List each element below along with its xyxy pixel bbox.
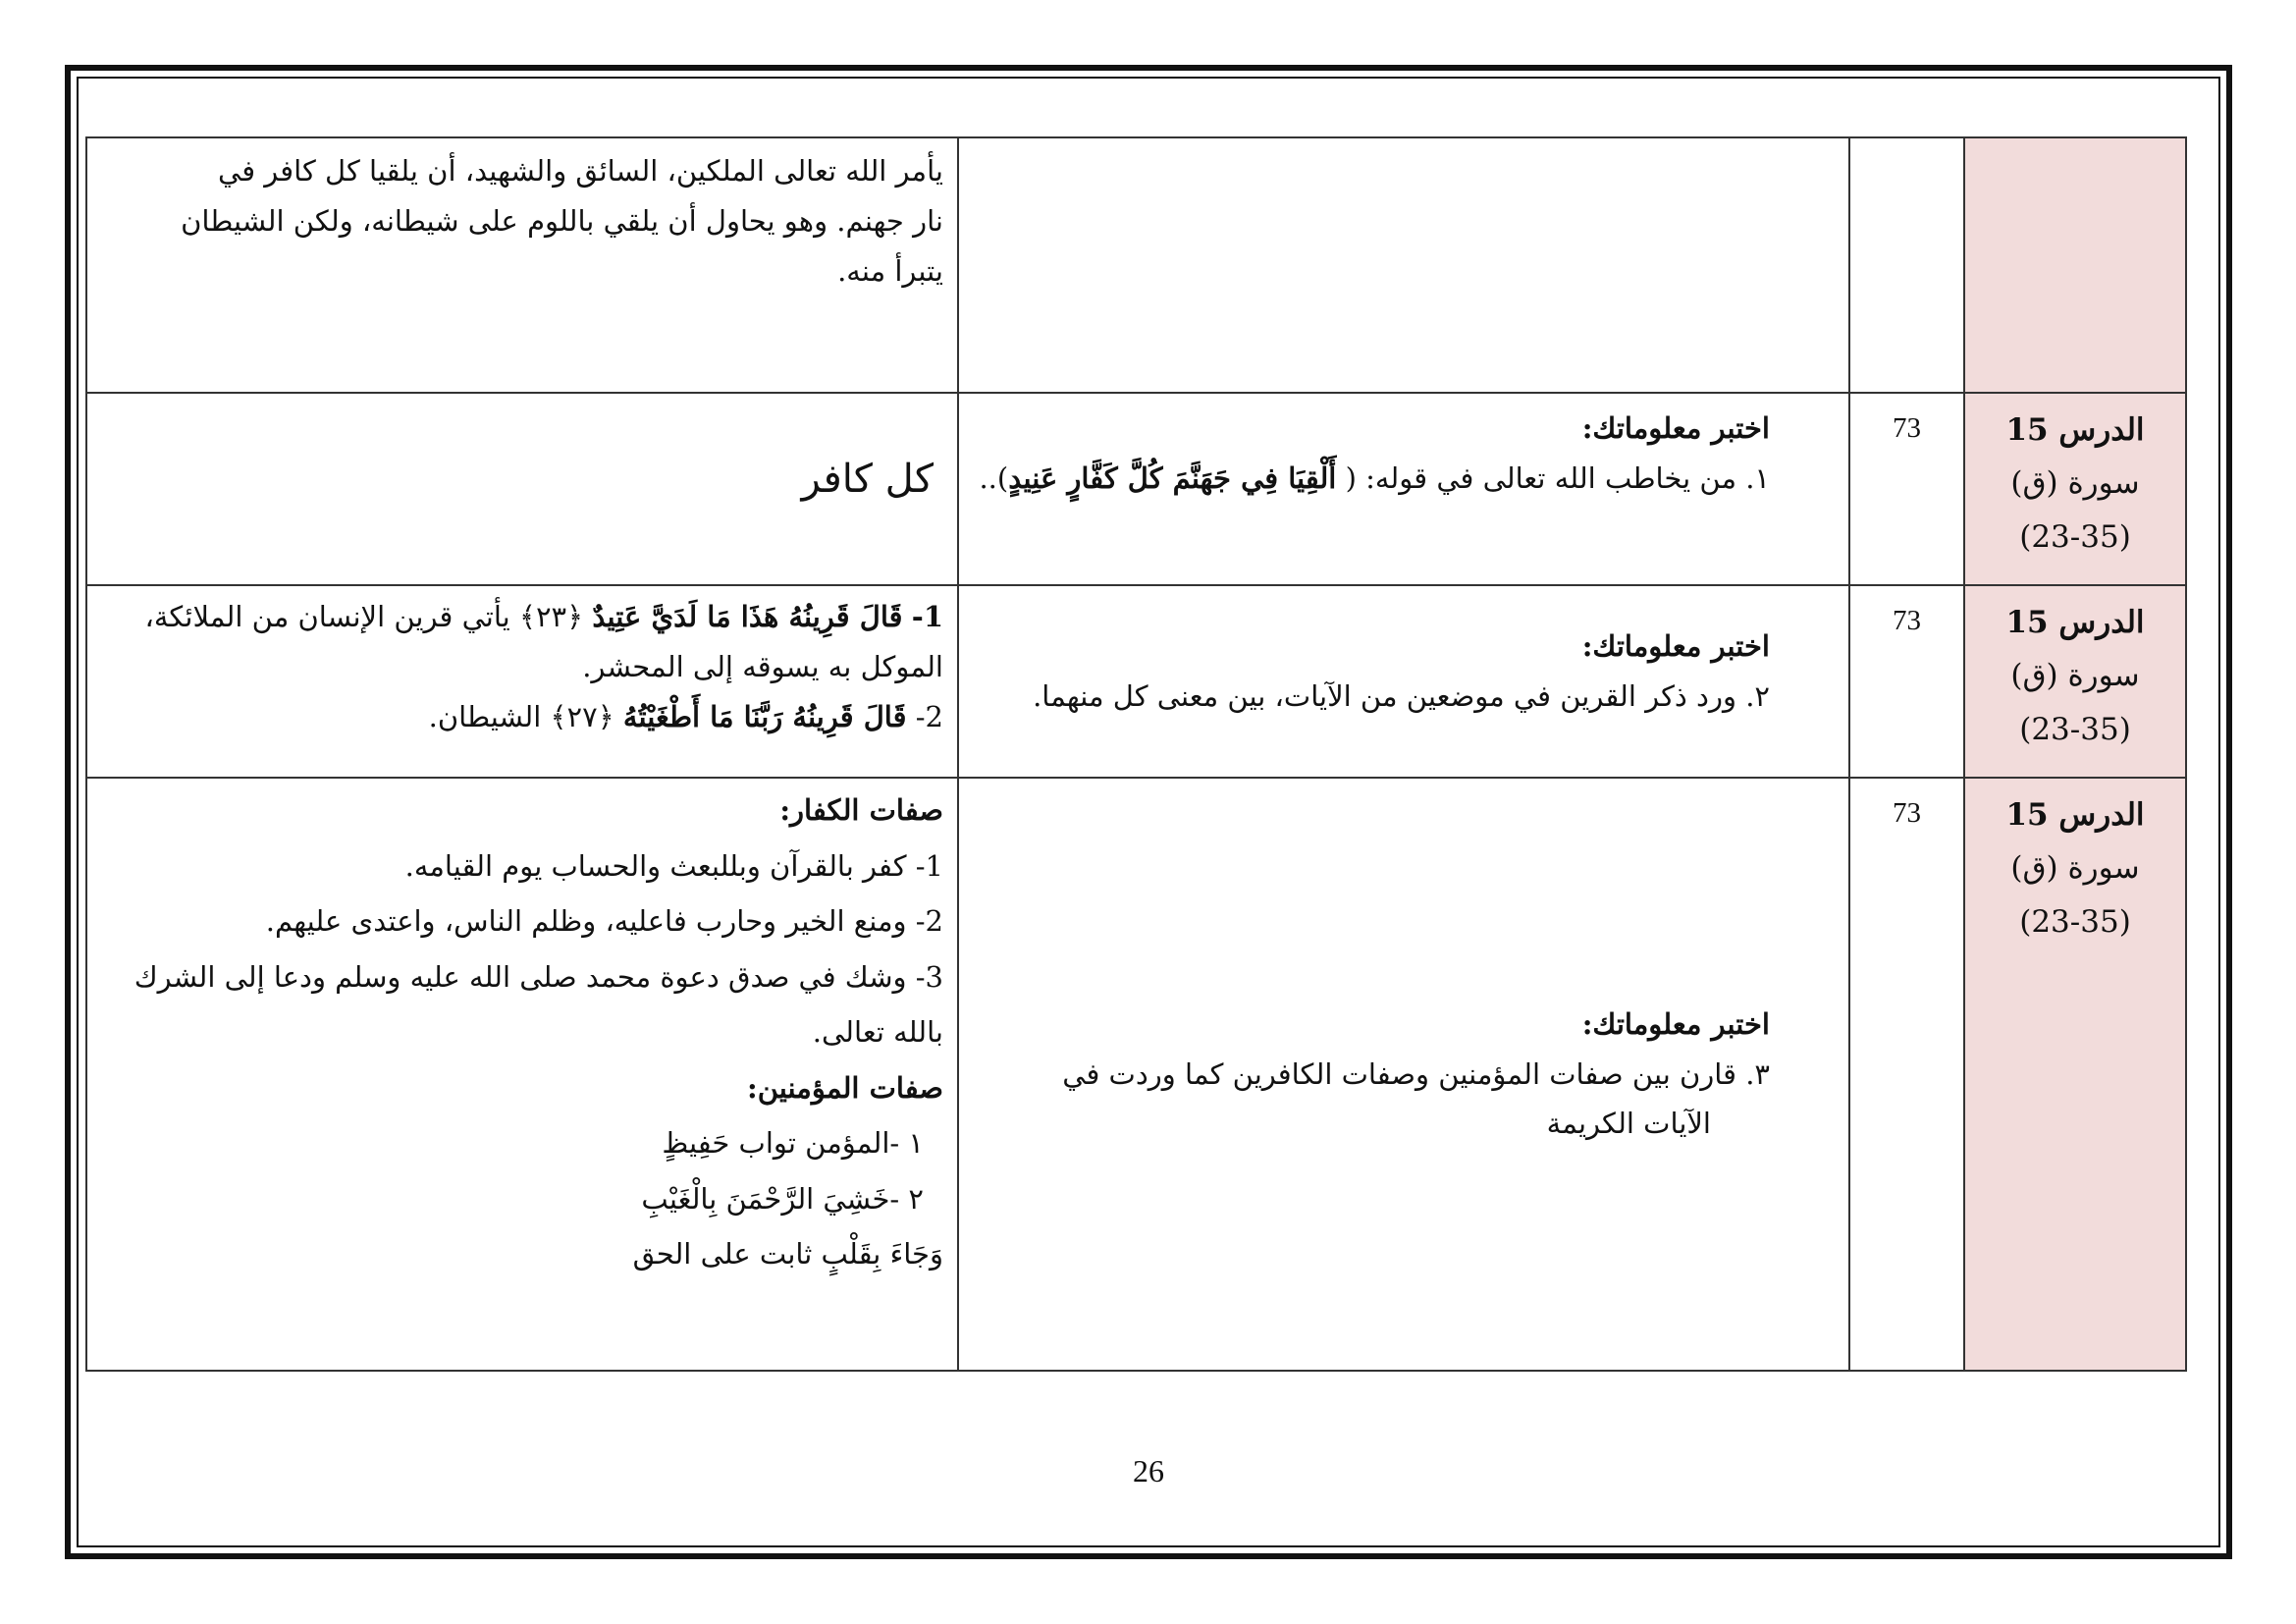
- answer-cell: [86, 137, 958, 393]
- answer-cell: [86, 393, 958, 585]
- answer-cell: [86, 778, 958, 1371]
- answer-line: يأمر الله تعالى الملكين، السائق والشهيد، أن يلقيا كل كافر في: [218, 154, 943, 188]
- question-heading: اختبر معلوماتك:: [1581, 1006, 1770, 1041]
- lesson-cell: [1964, 778, 2186, 1371]
- verse-reference: ﴿٢٣﴾: [518, 600, 584, 633]
- item-number: 2-: [915, 699, 943, 733]
- surah-name: سورة (ق): [2010, 465, 2140, 502]
- quran-verse: قَالَ قَرِينُهُ رَبَّنَا مَا أَطْغَيْتُهُ: [622, 699, 907, 733]
- verse-reference: ﴿٢٧﴾: [550, 699, 614, 733]
- question-heading: اختبر معلوماتك:: [1581, 629, 1770, 663]
- question-text: ٣. قارن بين صفات المؤمنين وصفات الكافرين كما وردت في: [1062, 1056, 1770, 1091]
- question-suffix: )..: [979, 460, 1009, 495]
- question-cell: [958, 585, 1849, 778]
- page-cell: 73: [1849, 778, 1964, 1371]
- question-prefix: ١. من يخاطب الله تعالى في قوله: (: [1345, 460, 1770, 495]
- page-number: 26: [1133, 1453, 1164, 1489]
- page-cell: [1849, 137, 1964, 393]
- lessons-table: [85, 136, 2187, 1372]
- table-row: [86, 137, 2186, 393]
- answer-text: الشيطان.: [428, 699, 542, 733]
- table-row: [86, 585, 2186, 778]
- quran-verse: أَلْقِيَا فِي جَهَنَّمَ كُلَّ كَفَّارٍ عَنِيدٍ: [1008, 460, 1337, 495]
- question-text: الآيات الكريمة: [1546, 1107, 1711, 1141]
- kuffar-item: 1- كفر بالقرآن وبللبعث والحساب يوم القيامه.: [404, 848, 943, 883]
- lesson-cell: [1964, 137, 2186, 393]
- kuffar-item: 3- وشك في صدق دعوة محمد صلى الله عليه وسلم ودعا إلى الشرك: [133, 959, 943, 994]
- question-cell: [958, 393, 1849, 585]
- answer-line: نار جهنم. وهو يحاول أن يلقي باللوم على شيطانه، ولكن الشيطان: [181, 203, 943, 238]
- page-cell: 73: [1849, 393, 1964, 585]
- page-cell: 73: [1849, 585, 1964, 778]
- table-row: [86, 393, 2186, 585]
- answer-line: يتبرأ منه.: [837, 253, 943, 288]
- surah-name: سورة (ق): [2010, 658, 2140, 694]
- verse-range: (23-35): [2019, 903, 2131, 940]
- kuffar-item: 2- ومنع الخير وحارب فاعليه، وظلم الناس، واعتدى عليهم.: [265, 904, 943, 939]
- lesson-cell: [1964, 393, 2186, 585]
- kuffar-heading: صفات الكفار:: [779, 793, 943, 827]
- table-row: [86, 778, 2186, 1371]
- short-answer: كل كافر: [801, 457, 934, 502]
- question-cell: [958, 137, 1849, 393]
- lesson-title: الدرس 15: [2005, 605, 2145, 640]
- verse-range: (23-35): [2019, 711, 2131, 747]
- verse-range: (23-35): [2019, 518, 2131, 555]
- mumineen-item: ٢ -خَشِيَ الرَّحْمَنَ بِالْغَيْبِ: [641, 1181, 924, 1216]
- item-number: 1-: [911, 600, 943, 633]
- answer-item: [101, 592, 943, 692]
- answer-cell: [86, 585, 958, 778]
- question-heading: اختبر معلوماتك:: [1581, 411, 1770, 445]
- lesson-title: الدرس 15: [2005, 797, 2145, 833]
- answer-item: [101, 692, 943, 742]
- quran-verse: قَالَ قَرِينُهُ هَذَا مَا لَدَيَّ عَتِيدٌ: [592, 600, 903, 633]
- question-cell: [958, 778, 1849, 1371]
- question-text: ٢. ورد ذكر القرين في موضعين من الآيات، بين معنى كل منهما.: [1033, 678, 1770, 713]
- lesson-cell: [1964, 585, 2186, 778]
- mumineen-heading: صفات المؤمنين:: [747, 1070, 943, 1105]
- lesson-title: الدرس 15: [2005, 412, 2145, 448]
- answer-text: يأتي قرين الإنسان من الملائكة، الموكل به يسوقه إلى المحشر.: [144, 600, 943, 683]
- kuffar-item: بالله تعالى.: [812, 1015, 943, 1050]
- mumineen-item: ١ -المؤمن تواب حَفِيظٍ: [662, 1126, 924, 1161]
- mumineen-item: وَجَاءَ بِقَلْبٍ ثابت على الحق: [632, 1237, 943, 1272]
- question-text: [973, 454, 1770, 504]
- surah-name: سورة (ق): [2010, 850, 2140, 887]
